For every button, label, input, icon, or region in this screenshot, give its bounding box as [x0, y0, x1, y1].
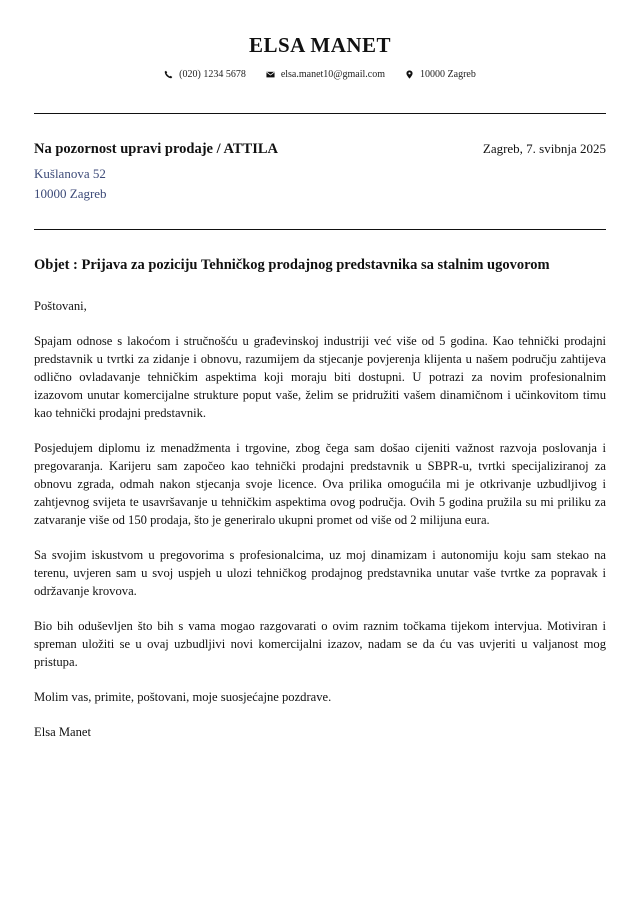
address-divider	[34, 229, 606, 230]
contact-email	[266, 69, 385, 80]
letter-body	[34, 297, 606, 758]
map-pin-icon	[405, 70, 414, 79]
contact-bar	[0, 69, 640, 80]
closing: Molim vas, primite, poštovani, moje suosjećajne pozdrave.	[34, 690, 332, 704]
location-text: 10000 Zagreb	[420, 69, 476, 80]
letter-subject: Objet : Prijava za poziciju Tehničkog prodajnog predstavnika sa stalnim ugovorom	[34, 257, 550, 273]
header-divider	[34, 113, 606, 114]
contact-location	[405, 69, 476, 80]
paragraph: Bio bih oduševljen što bih s vama mogao razgovarati o ovim raznim točkama tijekom intervjua. Motiviran i spreman uložiti se u ovaj uzbudljivi novi komercijalni izazov, nadam se da ću vas uvjeriti u valjanost mog pristupa.	[34, 619, 606, 669]
paragraph: Posjedujem diplomu iz menadžmenta i trgovine, zbog čega sam došao cijeniti važnost razvoja poslovanja i pregovaranja. Karijeru sam započeo kao tehnički prodajni predstavnik u SBPR-u, tvrtki specijaliziranoj za obnovu zgrada, odmah nakon stjecanja svoje licence. Ova prilika omogućila mi je otkrivanje uzbudljivog i zahtjevnog svijeta te usavršavanje u tehničkim aspektima ovog područja. Ovih 5 godina pružila su mi priliku za zatvaranje više od 150 prodaja, što je generiralo ukupni promet od više od 2 milijuna eura.	[34, 441, 606, 527]
greeting: Poštovani,	[34, 299, 87, 313]
contact-phone	[164, 69, 246, 80]
recipient-line: Na pozornost upravi prodaje / ATTILA	[34, 141, 278, 157]
paragraph: Spajam odnose s lakoćom i stručnošću u građevinskoj industriji već više od 5 godina. Kao tehnički prodajni predstavnik u tvrtki za zidanje i obnovu, razumijem da stjecanje povjerenja klijenta u našem području zahtijeva odlično ovladavanje tehničkim aspektima koji moraju biti dostupni. U potrazi za novim profesionalnim izazovom unutar komercijalne strukture poput vaše, želim se pridružiti vašem dinamičnom i učinkovitom timu kao tehnički prodajni predstavnik.	[34, 334, 606, 420]
paragraph: Sa svojim iskustvom u pregovorima s profesionalcima, uz moj dinamizam i autonomiju koju sam stekao na terenu, uvjeren sam u svoj uspjeh u ulozi tehničkog prodajnog predstavnika unutar vaše tvrtke za popravak i održavanje krovova.	[34, 548, 606, 598]
letter-date: Zagreb, 7. svibnja 2025	[482, 141, 606, 156]
signature: Elsa Manet	[34, 725, 92, 739]
email-address: elsa.manet10@gmail.com	[280, 69, 386, 80]
applicant-name: ELSA MANET	[248, 33, 392, 57]
phone-icon	[164, 70, 173, 79]
envelope-icon	[266, 70, 275, 79]
recipient-street: Kušlanova 52	[34, 166, 106, 181]
recipient-city: 10000 Zagreb	[34, 186, 107, 201]
phone-number: (020) 1234 5678	[179, 69, 246, 80]
